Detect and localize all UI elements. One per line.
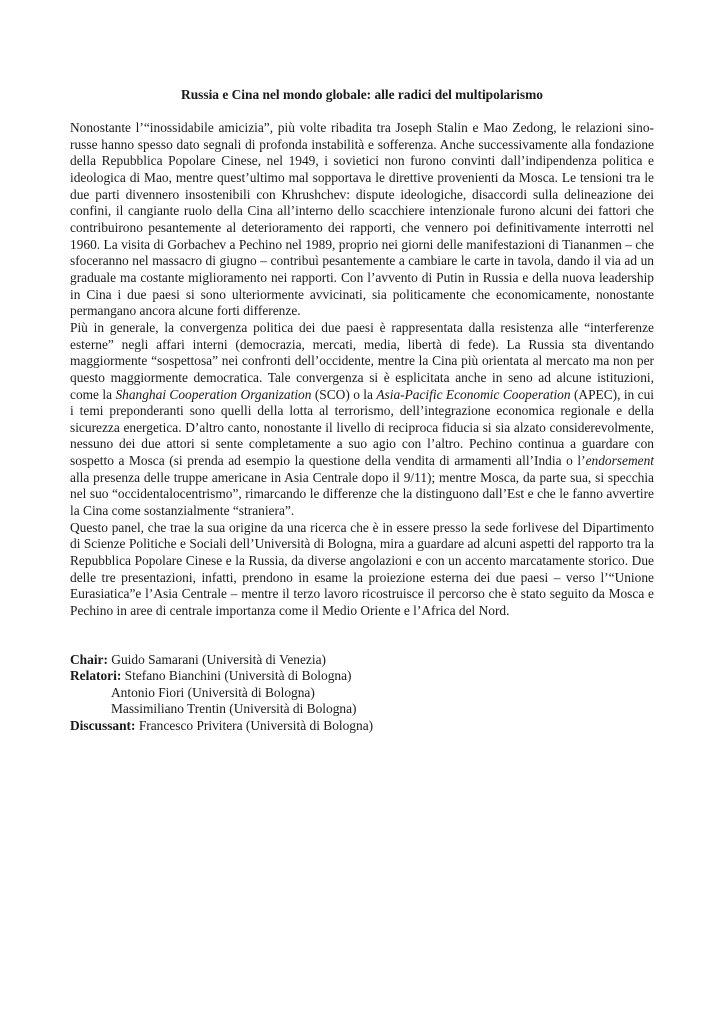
chair-name: Guido Samarani (Università di Venezia) [107, 651, 326, 667]
speaker-name: Antonio Fiori (Università di Bologna) [111, 684, 315, 700]
discussant-name: Francesco Privitera (Università di Bologna) [135, 717, 374, 733]
paragraph-text: (APEC), in cui i temi preponderanti sono quelli della lotta al terrorismo, dell’integrazione economica regionale e della sicurezza energetica. D’altro canto, nonostante il livello di reciproca fiducia si sia alzato considerevolmente, nessuno dei due attori si sente completamente a suo agio con l’altro. Pechino continua a guardare con sospetto a Mosca (si prenda ad esempio la questione della vendita di armamenti all’India o l’ [70, 386, 655, 469]
chair-line [70, 652, 654, 669]
paragraph-text: (SCO) o la [311, 386, 377, 402]
italic-term: Shanghai Cooperation Organization [115, 386, 312, 402]
document-body [70, 120, 654, 620]
chair-label: Chair: [70, 651, 108, 667]
paragraph-text: Nonostante l’“inossidabile amicizia”, più volte ribadita tra Joseph Stalin e Mao Zedong, le relazioni sino-russe hanno spesso dato segnali di profonda instabilità e sofferenza. Anche successivamente alla fondazione della Repubblica Popolare Cinese, nel 1949, i sovietici non furono convinti dall’indipendenza politica e ideologica di Mao, mentre quest’ultimo mal sopportava le direttive provenienti da Mosca. Le tensioni tra le due parti divennero insostenibili con Khrushchev: dispute ideologiche, disaccordi sulla delineazione dei confini, il cangiante ruolo della Cina all’interno dello scacchiere intenzionale furono alcuni dei fattori che contribuirono pesantemente al deterioramento dei rapporti, che vennero poi definitivamente interrotti nel 1960. La visita di Gorbachev a Pechino nel 1989, proprio nei giorni delle manifestazioni di Tiananmen – che sfoceranno nel massacro di giugno – contribuì pesantemente a cambiare le carte in tavola, dando il via ad un graduale ma costante miglioramento nei rapporti. Con l’avvento di Putin in Russia e della nuova leadership in Cina i due paesi si sono ulteriormente avvicinati, sia politicamente che economicamente, nonostante permangano ancora alcune forti differenze. [70, 120, 654, 319]
paragraph-text: alla presenza delle truppe americane in Asia Centrale dopo il 9/11); mentre Mosca, da parte sua, si specchia nel suo “occidentalocentrismo”, rimarcando le differenze che la distinguono dall’Est e che le fanno avvertire la Cina come sostanzialmente “straniera”. [70, 469, 654, 519]
italic-term: endorsement [585, 453, 654, 469]
paragraph [70, 520, 654, 620]
speakers-line [70, 668, 654, 685]
paragraph-text: Più in generale, la convergenza politica dei due paesi è rappresentata dalla resistenza alle “interferenze esterne” negli affari interni (democrazia, mercati, media, libertà di fede). La Russia sta diventando maggiormente “sospettosa” nei confronti dell’occidente, mentre la Cina più orientata al mercato ma non per questo maggiormente democratica. Tale convergenza si è esplicitata anche in seno ad alcune istituzioni, come la [70, 319, 654, 402]
speaker-name: Massimiliano Trentin (Università di Bologna) [111, 701, 357, 717]
speaker-line [70, 701, 654, 718]
discussant-line [70, 718, 654, 735]
panel-credits [70, 652, 654, 735]
paragraph [70, 120, 654, 320]
discussant-label: Discussant: [70, 717, 136, 733]
paragraph-text: Questo panel, che trae la sua origine da una ricerca che è in essere presso la sede forlivese del Dipartimento di Scienze Politiche e Sociali dell’Università di Bologna, mira a guardare ad alcuni aspetti del rapporto tra la Repubblica Popolare Cinese e la Russia, da diverse angolazioni e con un accento marcatamente storico. Due delle tre presentazioni, infatti, prendono in esame la proiezione esterna dei due paesi – verso l’“Unione Eurasiatica”e l’Asia Centrale – mentre il terzo lavoro ricostruisce il percorso che è stato seguito da Mosca e Pechino in aree di centrale importanza come il Medio Oriente e l’Africa del Nord. [70, 519, 654, 619]
speakers-label: Relatori: [70, 668, 122, 684]
italic-term: Asia-Pacific Economic Cooperation [376, 386, 571, 402]
document-title: Russia e Cina nel mondo globale: alle radici del multipolarismo [181, 87, 543, 102]
speaker-name: Stefano Bianchini (Università di Bologna) [121, 668, 352, 684]
paragraph [70, 320, 654, 520]
speaker-line [70, 685, 654, 702]
